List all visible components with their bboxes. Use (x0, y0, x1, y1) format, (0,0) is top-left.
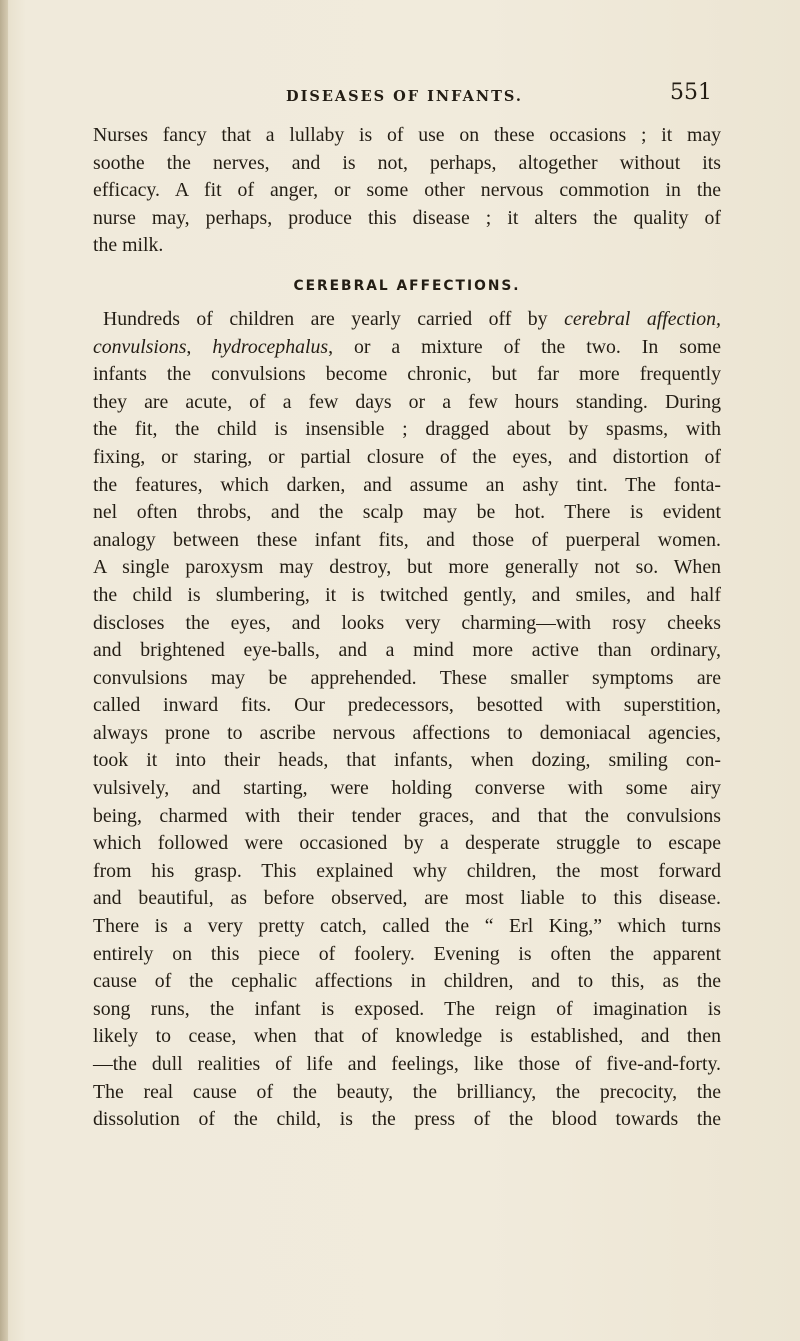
text-line: the fit, the child is insensible ; dragged about by spasms, with (93, 418, 721, 441)
section-heading: CEREBRAL AFFECTIONS. (293, 277, 521, 294)
text-line: analogy between these infant fits, and those of puerperal women. (93, 528, 721, 551)
running-head (0, 80, 800, 110)
text-run: , or a mixture of the two. In some (328, 335, 722, 358)
page-number: 551 (670, 80, 712, 105)
text-line: convulsions may be apprehended. These smaller symptoms are (93, 666, 721, 689)
running-title: DISEASES OF INFANTS. (286, 88, 523, 105)
text-line: the child is slumbering, it is twitched gently, and smiles, and half (93, 583, 721, 606)
text-run: , (186, 335, 213, 358)
text-line: discloses the eyes, and looks very charming—with rosy cheeks (93, 611, 721, 634)
text-line: from his grasp. This explained why children, the most forward (93, 859, 721, 882)
text-line: A single paroxysm may destroy, but more generally not so. When (93, 556, 721, 579)
text-line: the features, which darken, and assume an ashy tint. The fonta- (93, 473, 721, 496)
text-line: vulsively, and starting, were holding converse with some airy (93, 777, 721, 800)
text-line: cause of the cephalic affections in children, and to this, as the (93, 970, 721, 993)
text-line: and beautiful, as before observed, are most liable to this disease. (93, 887, 721, 910)
text-line: Nurses fancy that a lullaby is of use on these occasions ; it may (93, 124, 721, 146)
text-line: soothe the nerves, and is not, perhaps, altogether without its (93, 151, 721, 174)
text-line: There is a very pretty catch, called the “ Erl King,” which turns (93, 915, 721, 938)
text-line: fixing, or staring, or partial closure of the eyes, and distortion of (93, 445, 721, 468)
text-line: called inward fits. Our predecessors, besotted with superstition, (93, 694, 721, 717)
text-line: being, charmed with their tender graces, and that the convulsions (93, 804, 721, 827)
italic-term: cerebral affection, (564, 307, 721, 330)
text-line: infants the convulsions become chronic, but far more frequently (93, 363, 721, 386)
text-line: always prone to ascribe nervous affections to demoniacal agencies, (93, 721, 721, 744)
text-line: they are acute, of a few days or a few hours standing. During (93, 390, 721, 413)
text-line: efficacy. A fit of anger, or some other nervous commotion in the (93, 179, 721, 202)
text-line: the milk. (93, 234, 164, 257)
italic-term: hydrocephalus (212, 335, 329, 358)
text-line (93, 334, 721, 362)
text-line: nel often throbs, and the scalp may be hot. There is evident (93, 501, 721, 524)
text-line: dissolution of the child, is the press of the blood towards the (93, 1108, 721, 1131)
italic-term: convulsions (93, 335, 187, 358)
text-line: likely to cease, when that of knowledge is established, and then (93, 1025, 721, 1048)
text-line: which followed were occasioned by a desperate struggle to escape (93, 832, 721, 855)
text-line: entirely on this piece of foolery. Evening is often the apparent (93, 942, 721, 965)
text-line: nurse may, perhaps, produce this disease ; it alters the quality of (93, 206, 721, 229)
text-line: took it into their heads, that infants, when dozing, smiling con- (93, 749, 721, 772)
text-line: The real cause of the beauty, the brilliancy, the precocity, the (93, 1080, 721, 1103)
text-line: song runs, the infant is exposed. The reign of imagination is (93, 997, 721, 1020)
page-gutter (0, 0, 8, 1341)
text-line (93, 306, 721, 334)
text-line: —the dull realities of life and feelings, like those of five-and-forty. (93, 1053, 721, 1075)
text-run: Hundreds of children are yearly carried off by (103, 307, 565, 330)
text-line: and brightened eye-balls, and a mind more active than ordinary, (93, 639, 721, 662)
body-text (93, 122, 721, 1134)
